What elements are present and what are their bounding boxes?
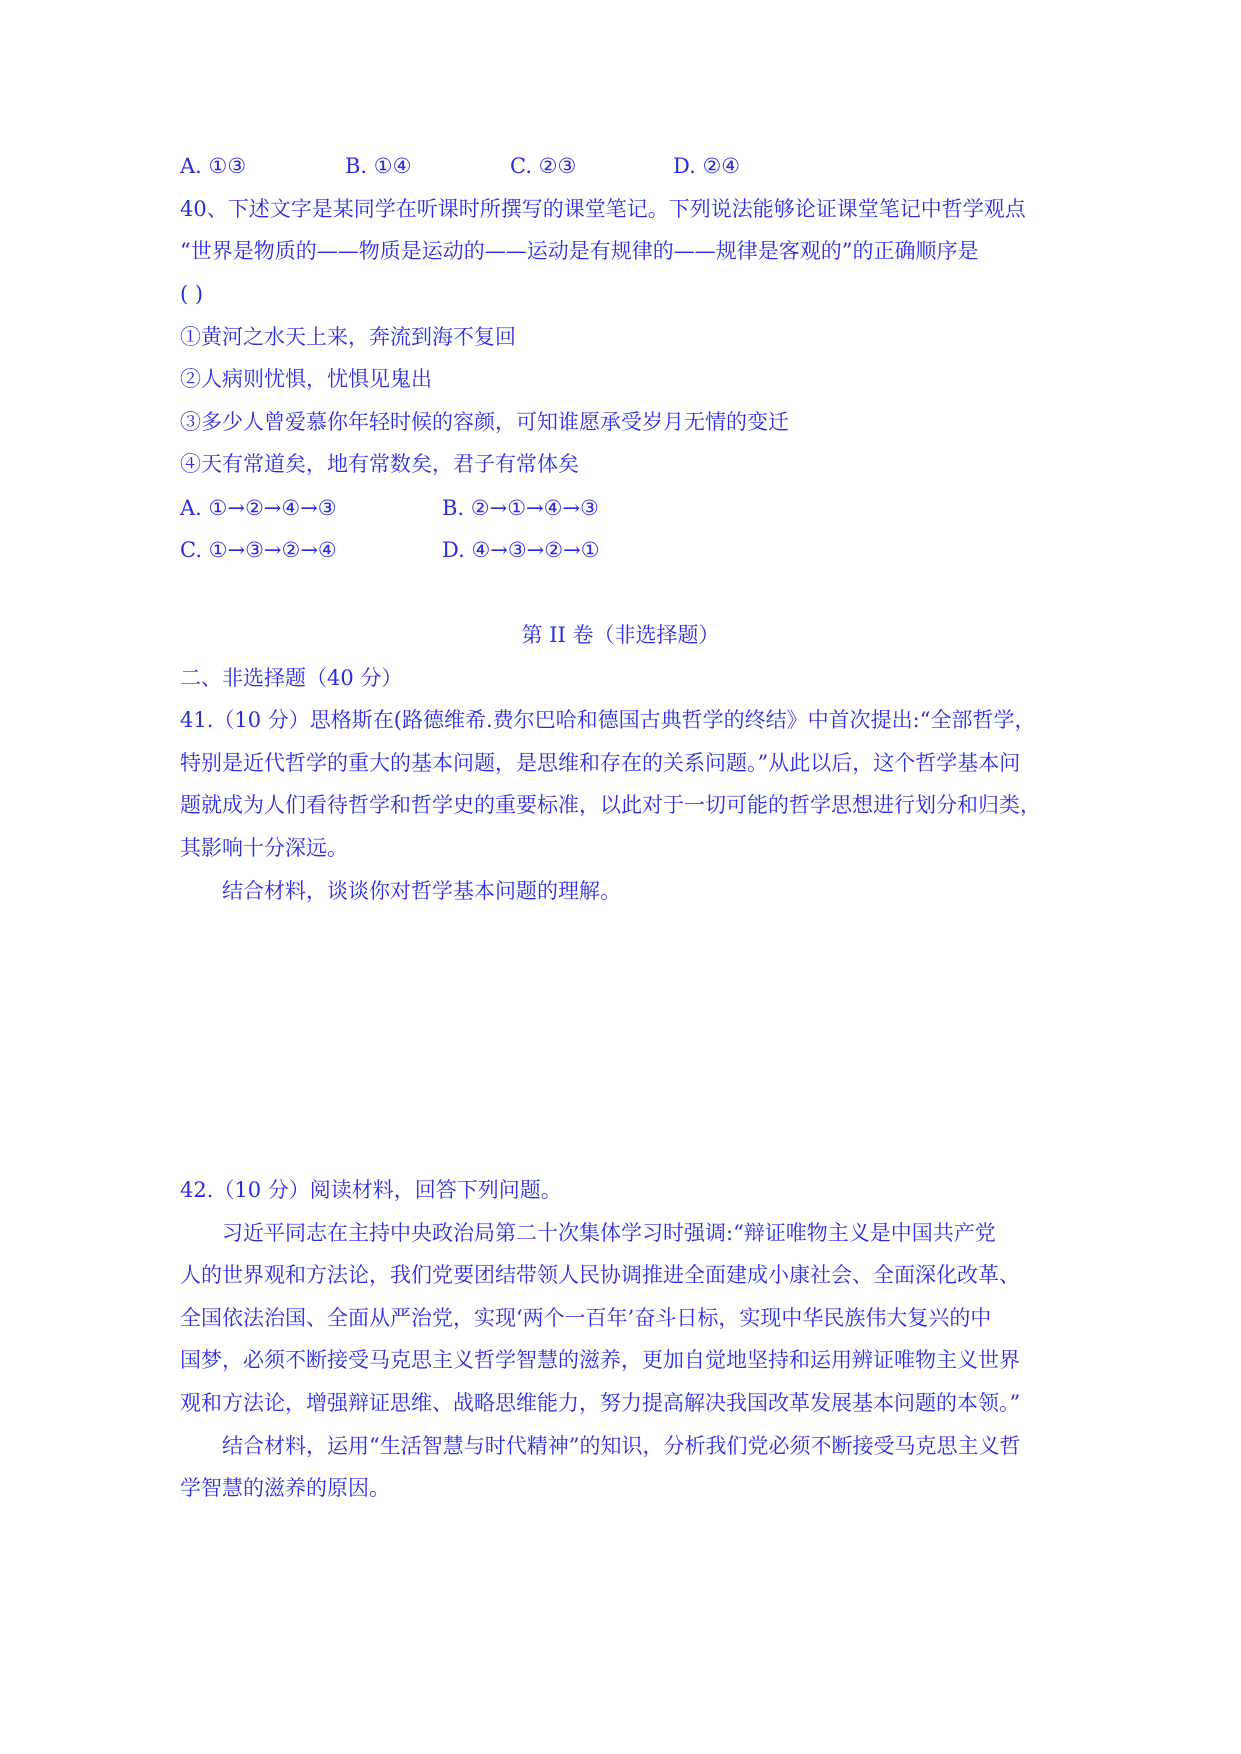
q42-heading: 42.（10 分）阅读材料，回答下列问题。 bbox=[180, 1178, 562, 1202]
q42-task-line: 学智慧的滋养的原因。 bbox=[180, 1476, 390, 1500]
q40-item: ①黄河之水天上来，奔流到海不复回 bbox=[180, 325, 516, 349]
q41-task: 结合材料，谈谈你对哲学基本问题的理解。 bbox=[222, 879, 621, 903]
q40-stem-line: “世界是物质的——物质是运动的——运动是有规律的——规律是客观的”的正确顺序是 bbox=[180, 239, 979, 263]
q40-item: ④天有常道矣，地有常数矣，君子有常体矣 bbox=[180, 452, 579, 476]
q41-text-line: 其影响十分深远。 bbox=[180, 836, 348, 860]
q39-option-d: D. ②④ bbox=[673, 154, 741, 178]
q40-answer-bracket: ( ) bbox=[180, 282, 204, 306]
q42-task-line: 结合材料，运用“生活智慧与时代精神”的知识，分析我们党必须不断接受马克思主义哲 bbox=[222, 1434, 1021, 1458]
q42-material-line: 人的世界观和方法论，我们党要团结带领人民协调推进全面建成小康社会、全面深化改革、 bbox=[180, 1263, 1020, 1287]
q39-option-a: A. ①③ bbox=[180, 154, 247, 178]
q40-stem-line: 40、下述文字是某同学在听课时所撰写的课堂笔记。下列说法能够论证课堂笔记中哲学观点 bbox=[180, 197, 1026, 221]
q40-option-b: B. ②→①→④→③ bbox=[442, 496, 599, 520]
q41-text-line: 题就成为人们看待哲学和哲学史的重要标准，以此对于一切可能的哲学思想进行划分和归类， bbox=[180, 793, 1041, 817]
q40-option-a: A. ①→②→④→③ bbox=[180, 496, 337, 520]
q40-option-d: D. ④→③→②→① bbox=[442, 538, 600, 562]
q42-material-line: 国梦，必须不断接受马克思主义哲学智慧的滋养，更加自觉地坚持和运用辨证唯物主义世界 bbox=[180, 1348, 1020, 1372]
q41-text-line: 41.（10 分）思格斯在(路德维希.费尔巴哈和德国古典哲学的终结》中首次提出:“全部哲学， bbox=[180, 708, 1036, 732]
section-title: 第 II 卷（非选择题） bbox=[521, 623, 720, 647]
q41-text-line: 特别是近代哲学的重大的基本问题，是思维和存在的关系问题。”从此以后，这个哲学基本问 bbox=[180, 751, 1021, 775]
q42-material-line: 习近平同志在主持中央政治局第二十次集体学习时强调:“辩证唯物主义是中国共产党 bbox=[222, 1221, 996, 1245]
q39-option-c: C. ②③ bbox=[510, 154, 577, 178]
section-heading: 二、非选择题（40 分） bbox=[180, 666, 403, 690]
q42-material-line: 全国依法治国、全面从严治党，实现‘两个一百年’奋斗日标，实现中华民族伟大复兴的中 bbox=[180, 1306, 992, 1330]
q42-material-line: 观和方法论，增强辩证思维、战略思维能力，努力提高解决我国改革发展基本问题的本领。” bbox=[180, 1391, 1021, 1415]
q40-option-c: C. ①→③→②→④ bbox=[180, 538, 337, 562]
q40-item: ②人病则忧惧，忧惧见鬼出 bbox=[180, 367, 432, 391]
q40-item: ③多少人曾爱慕你年轻时候的容颜，可知谁愿承受岁月无情的变迁 bbox=[180, 410, 789, 434]
q39-option-b: B. ①④ bbox=[345, 154, 412, 178]
